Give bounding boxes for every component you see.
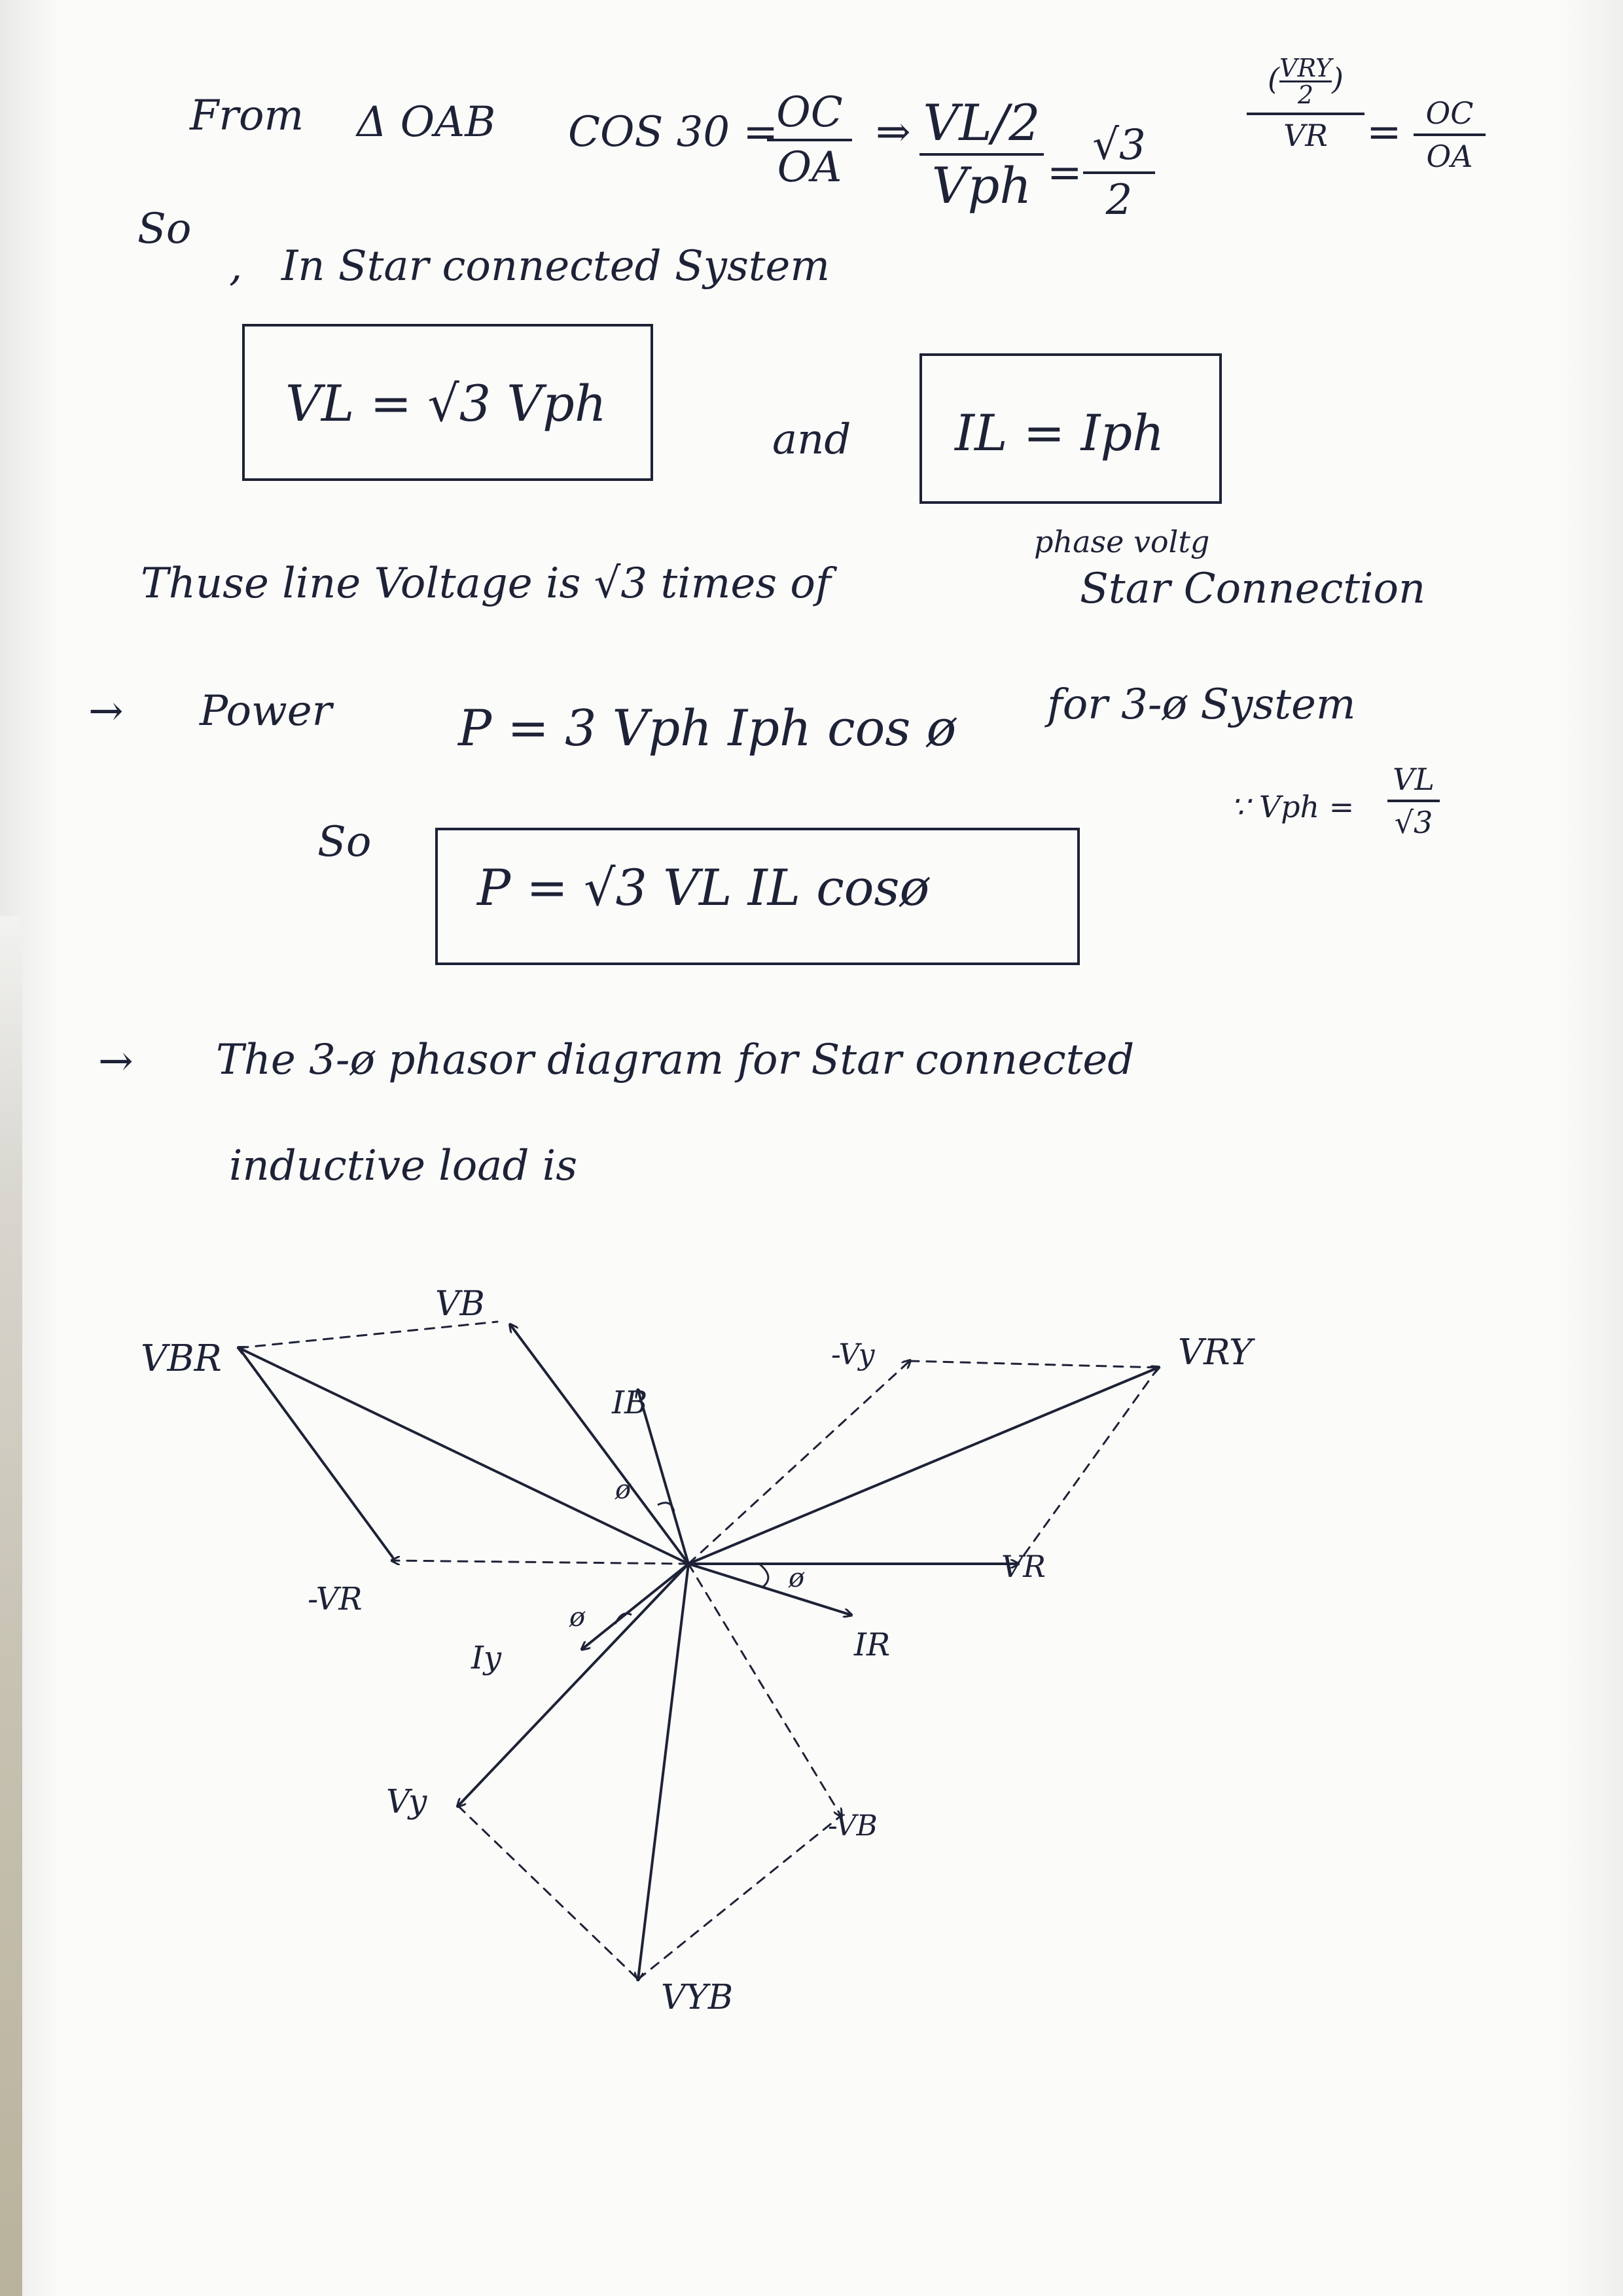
- phi-y-label: ø: [569, 1602, 586, 1633]
- phi-arc-y: [615, 1614, 632, 1624]
- neg-vb-phasor: [688, 1564, 841, 1816]
- vry-label: VRY: [1178, 1332, 1253, 1373]
- vbr-dashed-top: [239, 1322, 497, 1348]
- fraction-root3-numerator: √3: [1092, 121, 1146, 169]
- star-connected-system-text: In Star connected System: [281, 242, 830, 291]
- vy-label: Vy: [386, 1782, 427, 1820]
- cos30-text: COS 30 =: [568, 108, 779, 156]
- neg-vy-label: -Vy: [831, 1338, 875, 1371]
- vry-dashed-top: [910, 1361, 1158, 1368]
- phasor-diagram: [0, 1224, 1623, 2074]
- vy-phasor: [458, 1564, 688, 1806]
- vbr-label: VBR: [141, 1337, 222, 1380]
- power-formula-phase: P = 3 Vph Iph cos ø: [458, 699, 957, 757]
- two-label: 2: [1297, 80, 1314, 109]
- neg-vr-phasor: [393, 1561, 688, 1564]
- fraction-vl2-numerator: VL/2: [923, 94, 1041, 152]
- neg-vb-label: -VB: [828, 1809, 878, 1843]
- three-phase-system-text: for 3-ø System: [1047, 680, 1356, 729]
- triangle-oab-text: Δ OAB: [357, 98, 496, 147]
- vyb-dashed-left: [458, 1806, 638, 1979]
- arrow-bullet-phasor: →: [98, 1037, 134, 1086]
- fraction-root3-denominator: √3: [1394, 805, 1433, 840]
- fraction-root3-2: [1083, 121, 1155, 224]
- power-formula-line: P = √3 VL IL cosø: [477, 858, 930, 917]
- power-label: Power: [200, 687, 332, 735]
- vbr-phasor: [239, 1348, 688, 1564]
- neg-vy-phasor: [688, 1361, 910, 1564]
- fraction-oc-oa-2: [1414, 96, 1486, 174]
- ir-label: IR: [854, 1627, 891, 1663]
- fraction-oc2-numerator: OC: [1425, 96, 1474, 131]
- implies-arrow: ⇒: [876, 108, 911, 156]
- because-vph-text: ∵ Vph =: [1230, 789, 1355, 824]
- fraction-vry2-vr: [1247, 54, 1364, 153]
- phasor-diagram-text: The 3-ø phasor diagram for Star connected: [216, 1036, 1135, 1084]
- so-text-2: So: [317, 818, 372, 866]
- line-voltage-statement: Thuse line Voltage is √3 times of: [141, 559, 831, 608]
- vb-label: VB: [435, 1284, 485, 1324]
- vyb-dashed-right: [638, 1816, 841, 1979]
- phi-r-label: ø: [789, 1563, 805, 1593]
- fraction-oc-numerator: OC: [776, 88, 843, 137]
- neg-vr-label: -VR: [308, 1581, 363, 1617]
- fraction-vph-denominator: Vph: [931, 156, 1032, 215]
- ib-label: IB: [612, 1385, 648, 1421]
- power-formula-box: [435, 828, 1080, 965]
- arrow-bullet-power: →: [88, 687, 124, 735]
- fraction-oa-denominator: OA: [777, 143, 842, 192]
- vyb-phasor: [638, 1564, 688, 1979]
- equals-sign-2: =: [1366, 108, 1402, 156]
- line-voltage-formula-box: [242, 324, 653, 481]
- iy-phasor: [582, 1564, 688, 1649]
- fraction-oa2-denominator: OA: [1426, 139, 1473, 174]
- inductive-load-text: inductive load is: [229, 1142, 578, 1190]
- fraction-vr-denominator: VR: [1283, 118, 1328, 153]
- phi-b-label: ø: [615, 1475, 632, 1505]
- fraction-vl-numerator: VL: [1393, 762, 1435, 797]
- line-current-formula-box: [919, 353, 1222, 504]
- so-text: So: [137, 205, 192, 253]
- vl-root3-vph-formula: VL = √3 Vph: [285, 374, 607, 433]
- vyb-label: VYB: [661, 1978, 734, 2017]
- star-connection-text: Star Connection: [1080, 565, 1426, 613]
- ir-phasor: [688, 1564, 851, 1615]
- fraction-oc-oa: [767, 88, 852, 192]
- vb-phasor: [510, 1325, 688, 1564]
- fraction-vl2-vph: [919, 94, 1044, 215]
- phase-voltage-annotation: phase voltg: [1034, 524, 1210, 559]
- il-iph-formula: IL = Iph: [955, 404, 1165, 462]
- equals-sign: =: [1047, 149, 1082, 197]
- phi-arc-r: [759, 1564, 768, 1587]
- fraction-2-denominator: 2: [1105, 176, 1133, 224]
- and-text: and: [772, 415, 851, 464]
- iy-label: Iy: [471, 1640, 502, 1676]
- from-text: From: [190, 92, 304, 140]
- vry-label: VRY: [1279, 54, 1332, 82]
- vr-label: VR: [1001, 1549, 1046, 1584]
- vbr-parallelogram-side: [239, 1348, 393, 1557]
- fraction-vl-root3: [1387, 764, 1440, 838]
- fraction-vry-half: ( VRY 2 ): [1268, 54, 1344, 109]
- comma-text: ,: [229, 242, 243, 291]
